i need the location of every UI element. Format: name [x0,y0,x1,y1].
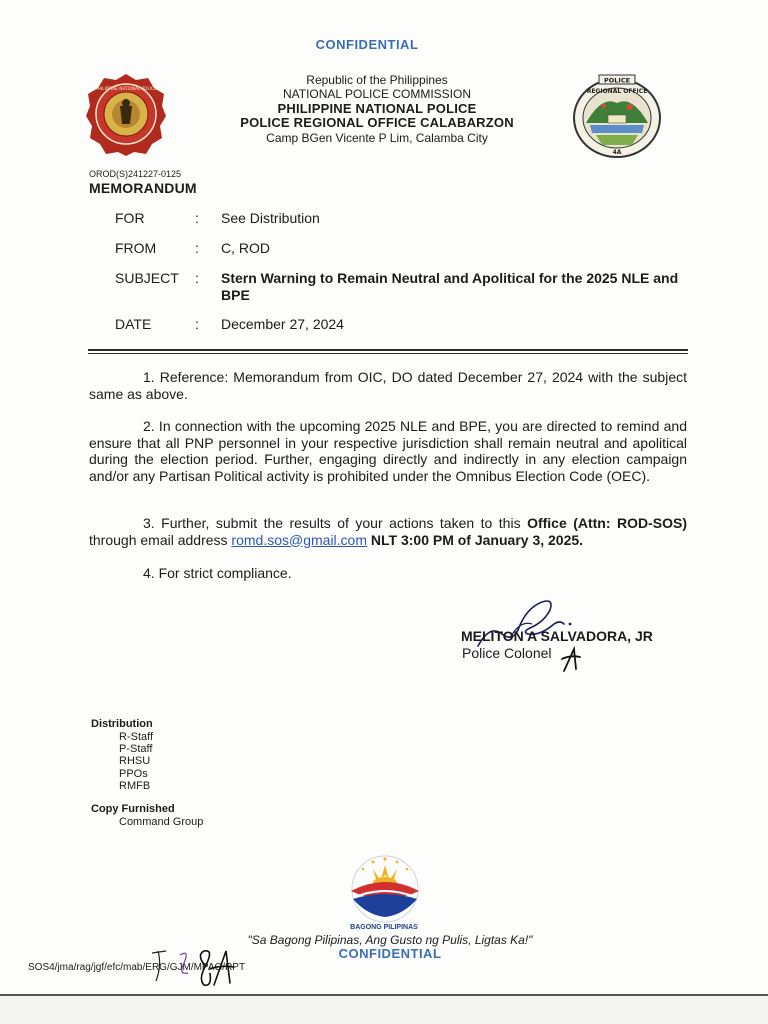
letterhead-line-4: POLICE REGIONAL OFFICE CALABARZON [240,115,514,131]
distribution-item: RHSU [119,755,151,768]
paragraph-3: 3. Further, submit the results of your actions taken to this Office (Attn: ROD-SOS) through email address romd.sos@gmail.com NLT 3:00 PM of January 3, 2025. [89,515,687,548]
date-colon: : [195,316,199,332]
handwritten-initials-footer [150,945,250,990]
copy-furnished-list [119,816,203,828]
svg-text:POLICE: POLICE [603,76,631,85]
distribution-title: Distribution [91,718,153,730]
distribution-list [119,731,153,792]
for-label: FOR [115,210,145,226]
distribution-item: RMFB [119,779,151,792]
svg-text:PHILIPPINE NATIONAL POLICE: PHILIPPINE NATIONAL POLICE [95,86,157,91]
for-value: See Distribution [221,210,320,226]
subject-label: SUBJECT [115,270,179,286]
classification-top: CONFIDENTIAL [315,37,419,52]
handwritten-initial [560,645,582,673]
from-colon: : [195,240,199,256]
office-attn: Office (Attn: ROD-SOS) [527,515,687,531]
paragraph-1: 1. Reference: Memorandum from OIC, DO dated December 27, 2024 with the subject same as above. [89,369,687,402]
slogan: "Sa Bagong Pilipinas, Ang Gusto ng Pulis, Ligtas Ka!" [247,933,533,947]
svg-text:REGIONAL OFFICE: REGIONAL OFFICE [586,88,648,95]
bagong-pilipinas-label: BAGONG PILIPINAS [350,924,418,931]
from-value: C, ROD [221,240,270,256]
classification-bottom: CONFIDENTIAL [338,946,442,961]
distribution-item: R-Staff [119,731,154,743]
email-link[interactable]: romd.sos@gmail.com [231,531,367,548]
routing-code: SOS4/jma/rag/jgf/efc/mab/ERG/GJM/MPAG/RPT [28,962,246,973]
distribution-item: P-Staff [119,743,153,756]
signatory-rank: Police Colonel [462,645,552,661]
subject-value: Stern Warning to Remain Neutral and Apolitical for the 2025 NLE and BPE [221,270,679,303]
subject-colon: : [195,270,199,286]
scan-margin [0,996,768,1024]
letterhead-line-3: PHILIPPINE NATIONAL POLICE [277,100,477,116]
svg-text:4A: 4A [612,149,622,156]
memo-title: MEMORANDUM [89,180,197,196]
signatory-name: MELITON A SALVADORA, JR [461,628,653,644]
from-label: FROM [115,240,157,256]
reference-code: OROD(S)241227-0125 [89,169,182,179]
letterhead-line-1: Republic of the Philippines [306,73,448,87]
distribution-item: PPOs [119,767,148,780]
divider-line-thin [88,353,688,354]
copy-furnished-title: Copy Furnished [91,803,175,815]
for-colon: : [195,210,199,226]
copy-furnished-item: Command Group [119,816,204,828]
date-value: December 27, 2024 [221,316,344,332]
date-label: DATE [115,316,152,332]
bagong-pilipinas-logo [343,855,427,925]
letterhead-line-2: NATIONAL POLICE COMMISSION [282,87,472,102]
paragraph-4: 4. For strict compliance. [143,565,292,581]
regional-office-seal-logo [572,73,662,159]
paragraph-2: 2. In connection with the upcoming 2025 NLE and BPE, you are directed to remind and ensure that all PNP personnel in your respective jurisdiction shall remain neutral and apolitical during the election period. Further, engaging directly and indirectly in any election campaign and/or any Partisan Political activity is prohibited under the Omnibus Election Code (OEC). [89,418,687,484]
deadline: NLT 3:00 PM of January 3, 2025. [370,531,584,548]
divider-line [88,349,688,351]
letterhead-line-5: Camp BGen Vicente P Lim, Calamba City [266,130,488,145]
